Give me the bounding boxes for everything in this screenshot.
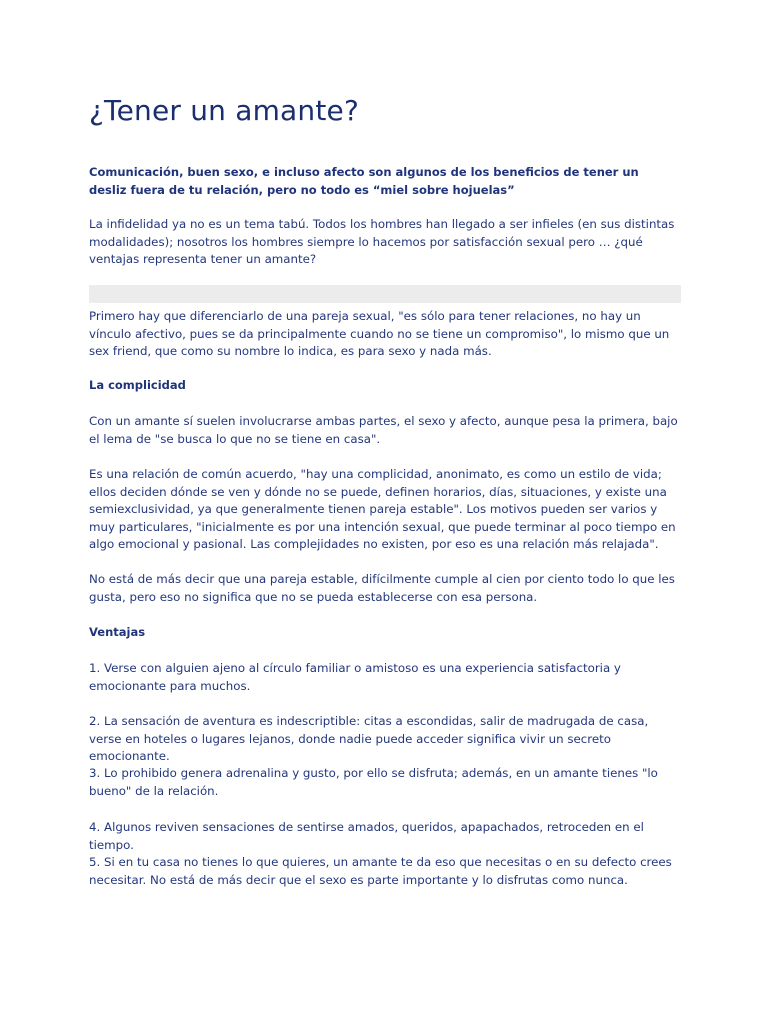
paragraph-amante: Con un amante sí suelen involucrarse ambas partes, el sexo y afecto, aunque pesa la primera, bajo el lema de "se busca lo que no se tiene en casa".	[89, 414, 678, 446]
paragraph-relacion: Es una relación de común acuerdo, "hay una complicidad, anonimato, es como un estilo de vida; ellos deciden dónde se ven y dónde no se puede, definen horarios, días, situaciones, y existe una semiexclusividad, ya que generalmente tienen pareja estable". Los motivos pueden ser varios y muy particulares, "inicialmente es por una intención sexual, que puede terminar al poco tiempo en algo emocional y pasional. Las complejidades no existen, por eso es una relación más relajada".	[89, 467, 676, 552]
list-item: 1. Verse con alguien ajeno al círculo familiar o amistoso es una experiencia satisfactoria y emocionante para muchos.	[89, 661, 621, 693]
separator-band	[89, 285, 681, 303]
section-heading-complicidad: La complicidad	[89, 378, 186, 392]
section-heading-ventajas: Ventajas	[89, 625, 146, 639]
list-item: 2. La sensación de aventura es indescriptible: citas a escondidas, salir de madrugada de casa, verse en hoteles o lugares lejanos, donde nadie puede acceder significa vivir un secreto emocionante.	[89, 714, 649, 764]
page-title: ¿Tener un amante?	[89, 94, 360, 127]
list-item: 4. Algunos reviven sensaciones de sentirse amados, queridos, apapachados, retroceden en el tiempo.	[89, 820, 644, 852]
subtitle: Comunicación, buen sexo, e incluso afecto son algunos de los beneficios de tener un desliz fuera de tu relación, pero no todo es “miel sobre hojuelas”	[89, 165, 639, 197]
paragraph-pareja-sexual: Primero hay que diferenciarlo de una pareja sexual, "es sólo para tener relaciones, no hay un vínculo afectivo, pues se da principalmente cuando no se tiene un compromiso", lo mismo que un sex friend, que como su nombre lo indica, es para sexo y nada más.	[89, 309, 670, 359]
list-item: 3. Lo prohibido genera adrenalina y gusto, por ello se disfruta; además, en un amante tienes "lo bueno" de la relación.	[89, 766, 658, 798]
list-item: 5. Si en tu casa no tienes lo que quieres, un amante te da eso que necesitas o en su defecto crees necesitar. No está de más decir que el sexo es parte importante y lo disfrutas como nunca.	[89, 855, 672, 887]
intro-paragraph: La infidelidad ya no es un tema tabú. Todos los hombres han llegado a ser infieles (en sus distintas modalidades); nosotros los hombres siempre lo hacemos por satisfacción sexual pero … ¿qué ventajas representa tener un amante?	[89, 217, 675, 267]
paragraph-pareja-estable: No está de más decir que una pareja estable, difícilmente cumple al cien por ciento todo lo que les gusta, pero eso no significa que no se pueda establecerse con esa persona.	[89, 572, 675, 604]
